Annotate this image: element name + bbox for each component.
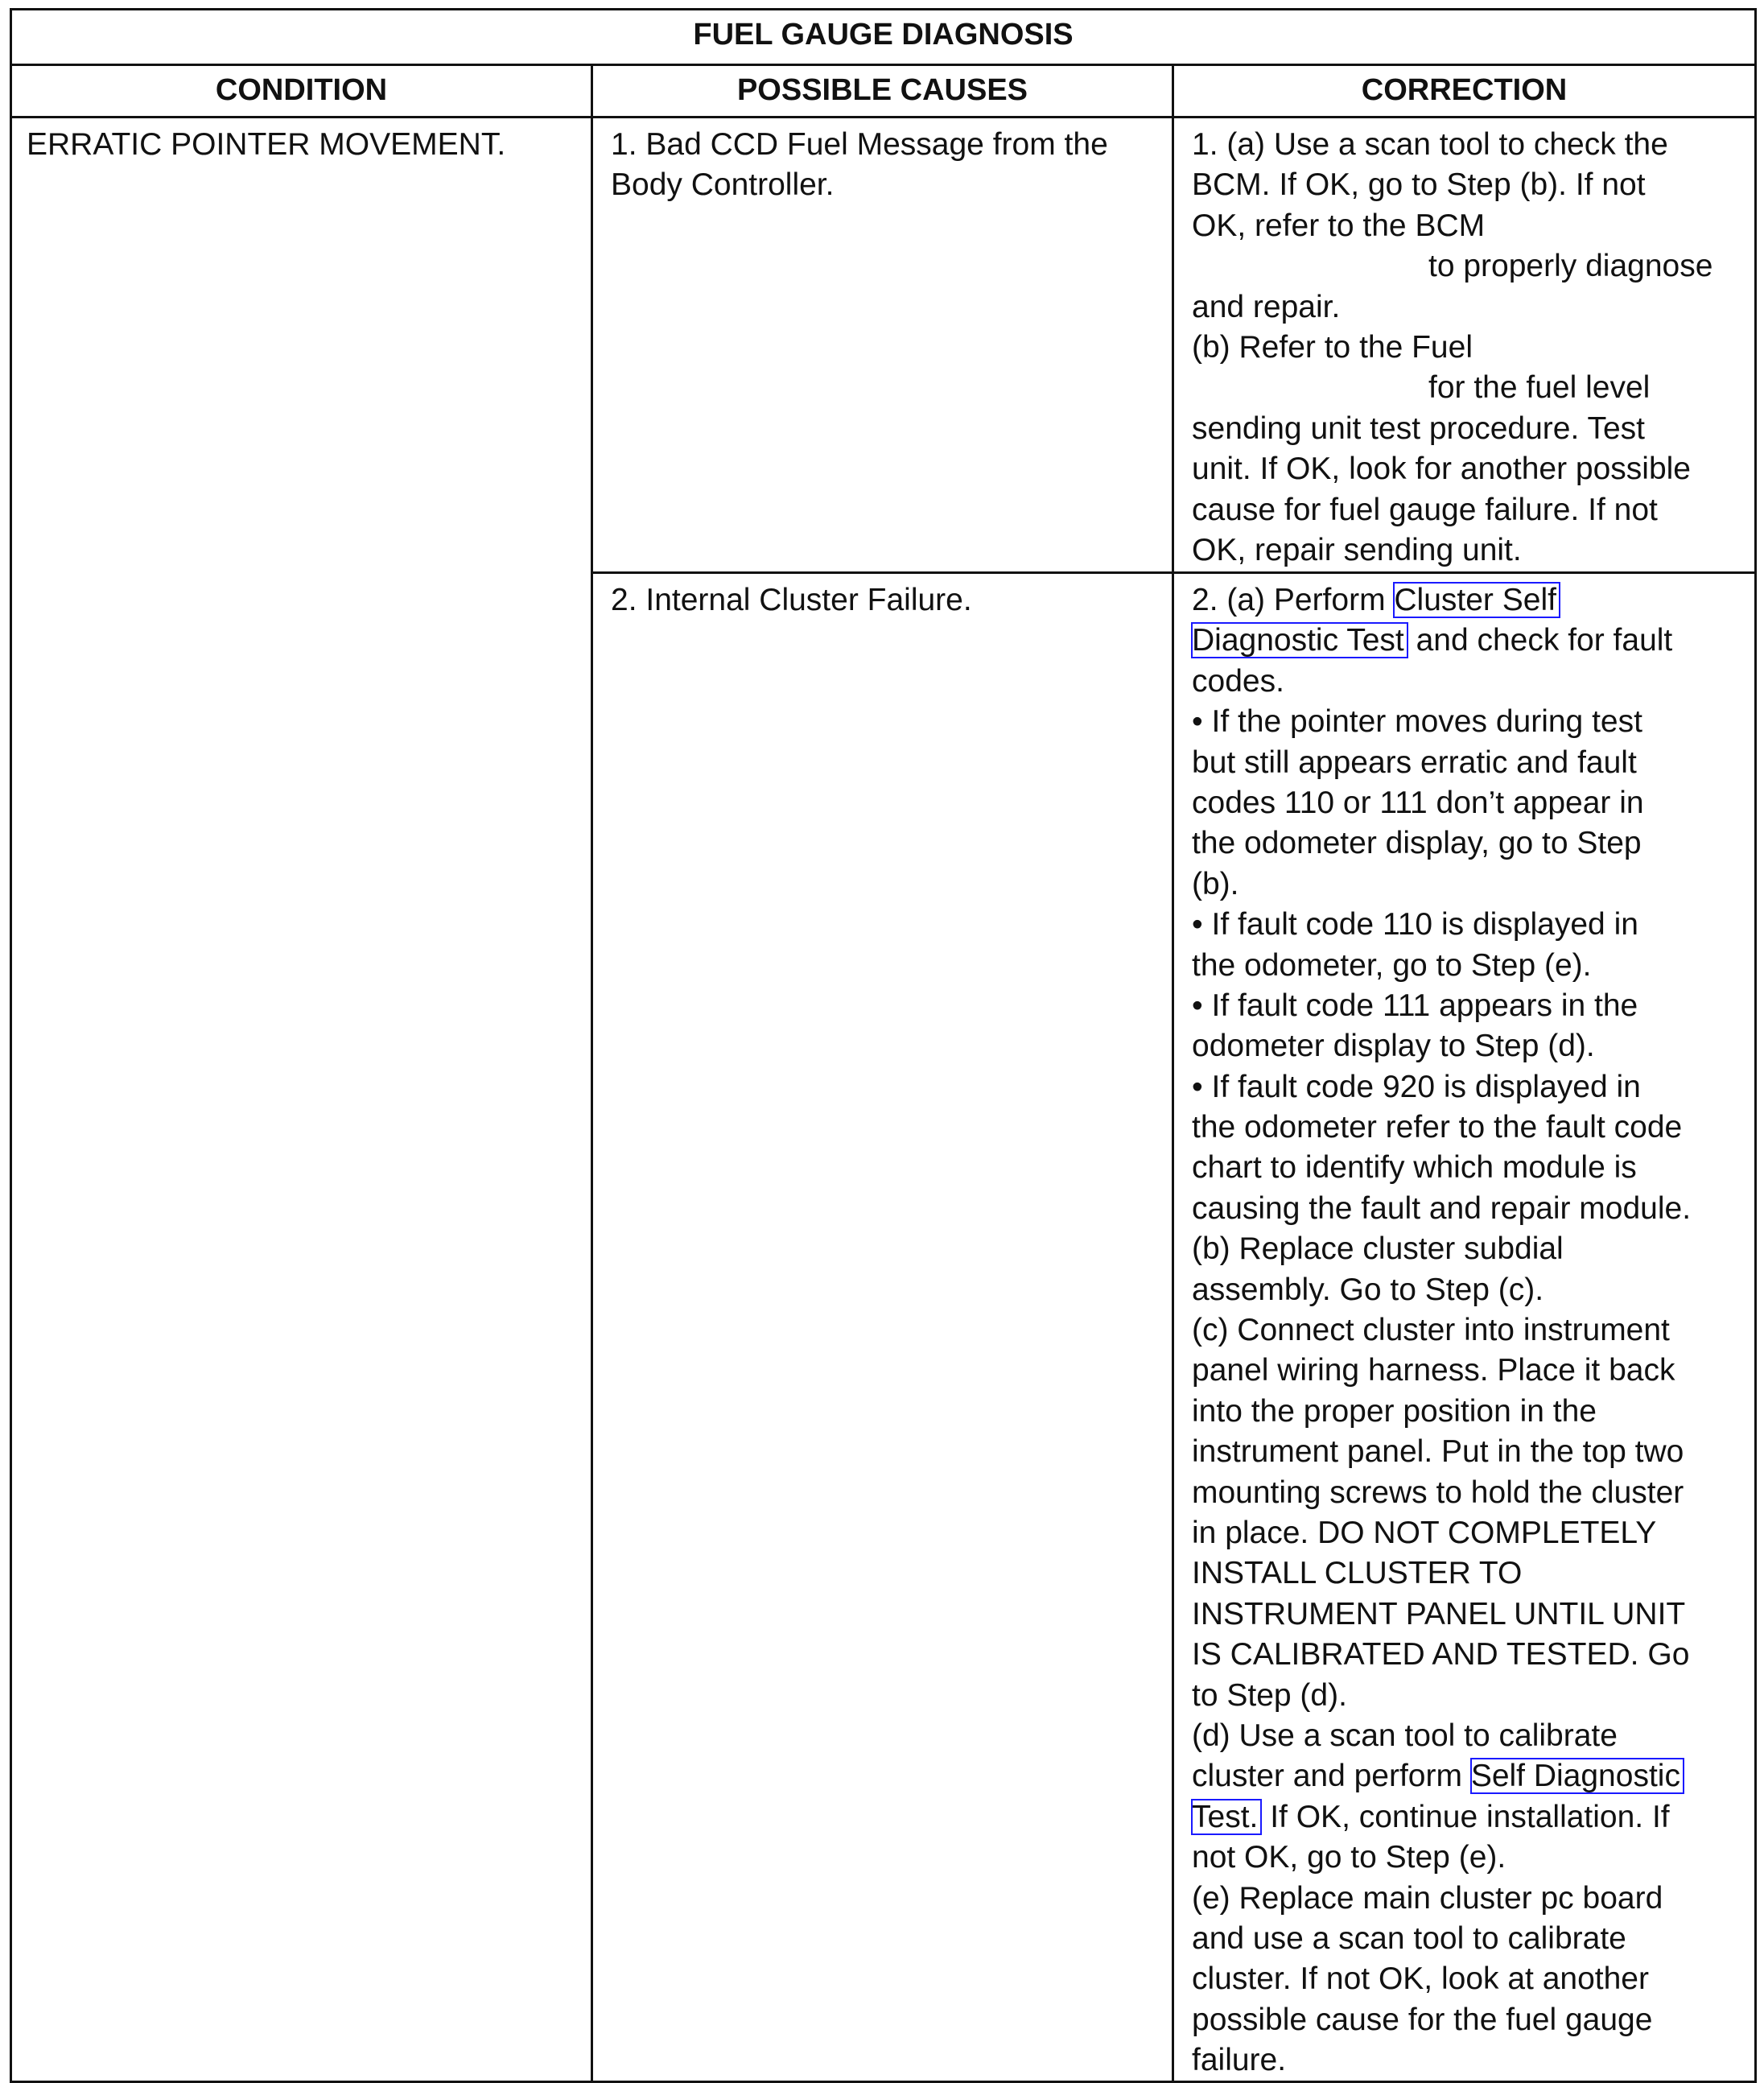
correction-line (1192, 1432, 1746, 1472)
cross-reference-link[interactable]: Test. (1192, 1800, 1261, 1834)
correction-cell (1173, 118, 1756, 573)
correction-text: (b) Replace cluster subdial (1192, 1231, 1564, 1267)
correction-text: codes. (1192, 663, 1284, 699)
correction-line (1192, 328, 1746, 368)
correction-text: cluster. If not OK, look at another (1192, 1961, 1649, 1997)
correction-text: the odometer refer to the fault code (1192, 1110, 1683, 1145)
correction-line (1192, 1067, 1746, 1107)
correction-text: • If fault code 920 is displayed in (1192, 1069, 1641, 1104)
correction-text: • If fault code 110 is displayed in (1192, 907, 1638, 943)
cross-reference-link[interactable]: Diagnostic Test (1192, 623, 1407, 658)
correction-text: causing the fault and repair module. (1192, 1190, 1692, 1226)
correction-line (1192, 1919, 1746, 1959)
correction-text: odometer display to Step (d). (1192, 1029, 1595, 1064)
correction-line (1192, 165, 1746, 205)
cause-line: Body Controller. (611, 167, 835, 203)
correction-text: INSTRUMENT PANEL UNTIL UNIT (1192, 1596, 1686, 1631)
correction-text: in place. DO NOT COMPLETELY (1192, 1515, 1657, 1550)
correction-line (1192, 368, 1746, 408)
correction-text: sending unit test procedure. Test (1192, 410, 1645, 446)
correction-text: (b). (1192, 866, 1239, 901)
correction-line (1192, 1716, 1746, 1756)
correction-line (1192, 783, 1746, 823)
correction-line (1192, 1026, 1746, 1066)
correction-text: 2. (a) Perform (1192, 583, 1395, 617)
correction-cell (1173, 573, 1756, 2082)
correction-line (1192, 1756, 1746, 1796)
correction-text: OK, refer to the BCM (1192, 208, 1486, 243)
correction-line (1192, 743, 1746, 783)
correction-text: OK, repair sending unit. (1192, 532, 1522, 567)
correction-line (1192, 2040, 1746, 2081)
correction-line (1192, 702, 1746, 742)
correction-text: assembly. Go to Step (c). (1192, 1272, 1544, 1307)
condition-cell (11, 118, 592, 2082)
correction-line (1192, 449, 1746, 489)
header-condition: CONDITION (11, 65, 592, 118)
correction-text: into the proper position in the (1192, 1393, 1597, 1429)
correction-line (1192, 246, 1746, 287)
correction-text: but still appears erratic and fault (1192, 745, 1637, 780)
correction-text: mounting screws to hold the cluster (1192, 1475, 1684, 1510)
correction-line (1192, 1189, 1746, 1229)
correction-line (1192, 287, 1746, 328)
correction-text: and check for fault (1407, 623, 1673, 658)
correction-line (1192, 905, 1746, 945)
correction-line (1192, 1959, 1746, 1999)
correction-text: (c) Connect cluster into instrument (1192, 1313, 1670, 1348)
cause-line: 1. Bad CCD Fuel Message from the (611, 127, 1108, 162)
correction-text: the odometer, go to Step (e). (1192, 947, 1592, 983)
correction-line (1192, 1553, 1746, 1594)
correction-line (1192, 1513, 1746, 1553)
table-title: FUEL GAUGE DIAGNOSIS (11, 10, 1756, 65)
correction-line (1192, 1676, 1746, 1716)
correction-line (1192, 662, 1746, 702)
correction-line (1192, 1797, 1746, 1838)
correction-line (1192, 490, 1746, 530)
correction-line (1192, 1635, 1746, 1675)
correction-text: • If the pointer moves during test (1192, 704, 1642, 740)
correction-text: instrument panel. Put in the top two (1192, 1434, 1684, 1470)
correction-line (1192, 864, 1746, 905)
correction-line (1192, 1229, 1746, 1269)
correction-line (1192, 580, 1746, 621)
correction-text: chart to identify which module is (1192, 1150, 1637, 1186)
correction-text: (e) Replace main cluster pc board (1192, 1880, 1663, 1916)
correction-line (1192, 1310, 1746, 1351)
correction-line (1192, 409, 1746, 449)
correction-line (1192, 530, 1746, 571)
correction-text: (b) Refer to the Fuel (1192, 329, 1473, 365)
correction-line (1192, 1148, 1746, 1188)
correction-line (1192, 1594, 1746, 1635)
correction-text: possible cause for the fuel gauge (1192, 2002, 1653, 2037)
correction-text: not OK, go to Step (e). (1192, 1840, 1506, 1875)
cross-reference-link[interactable]: Self Diagnostic (1471, 1759, 1684, 1793)
correction-text: to Step (d). (1192, 1677, 1347, 1713)
correction-text: panel wiring harness. Place it back (1192, 1353, 1675, 1388)
header-correction: CORRECTION (1173, 65, 1756, 118)
correction-line (1192, 1270, 1746, 1310)
correction-text: the odometer display, go to Step (1192, 826, 1642, 861)
correction-text: • If fault code 111 appears in the (1192, 988, 1638, 1023)
correction-line (1192, 125, 1746, 165)
correction-line (1192, 621, 1746, 661)
correction-text: for the fuel level (1428, 370, 1651, 406)
header-possible-causes: POSSIBLE CAUSES (592, 65, 1173, 118)
correction-line (1192, 823, 1746, 864)
correction-text: If OK, continue installation. If (1261, 1799, 1670, 1834)
cross-reference-link[interactable]: Cluster Self (1394, 583, 1560, 617)
correction-line (1192, 1351, 1746, 1391)
correction-text: and use a scan tool to calibrate (1192, 1920, 1626, 1956)
correction-text: cause for fuel gauge failure. If not (1192, 492, 1658, 527)
correction-text: BCM. If OK, go to Step (b). If not (1192, 167, 1646, 203)
correction-line (1192, 1392, 1746, 1432)
cause-line: 2. Internal Cluster Failure. (611, 583, 972, 617)
table-row (11, 118, 1756, 573)
correction-text: unit. If OK, look for another possible (1192, 452, 1692, 487)
fuel-gauge-diagnosis-table (10, 8, 1757, 2083)
correction-line (1192, 1473, 1746, 1513)
correction-line (1192, 946, 1746, 986)
correction-text: failure. (1192, 2043, 1287, 2078)
correction-line (1192, 1838, 1746, 1878)
correction-line (1192, 206, 1746, 246)
correction-text: codes 110 or 111 don’t appear in (1192, 785, 1644, 820)
correction-text: INSTALL CLUSTER TO (1192, 1556, 1523, 1591)
cause-cell (592, 573, 1173, 2082)
cause-cell (592, 118, 1173, 573)
correction-text: (d) Use a scan tool to calibrate (1192, 1718, 1618, 1753)
correction-line (1192, 1107, 1746, 1148)
condition-text: ERRATIC POINTER MOVEMENT. (27, 127, 506, 162)
correction-text: cluster and perform (1192, 1759, 1471, 1794)
correction-line (1192, 2000, 1746, 2040)
correction-text: and repair. (1192, 289, 1341, 324)
correction-text: to properly diagnose (1428, 249, 1713, 284)
correction-text: IS CALIBRATED AND TESTED. Go (1192, 1637, 1690, 1673)
correction-text: 1. (a) Use a scan tool to check the (1192, 127, 1668, 162)
correction-line (1192, 986, 1746, 1026)
correction-line (1192, 1879, 1746, 1919)
